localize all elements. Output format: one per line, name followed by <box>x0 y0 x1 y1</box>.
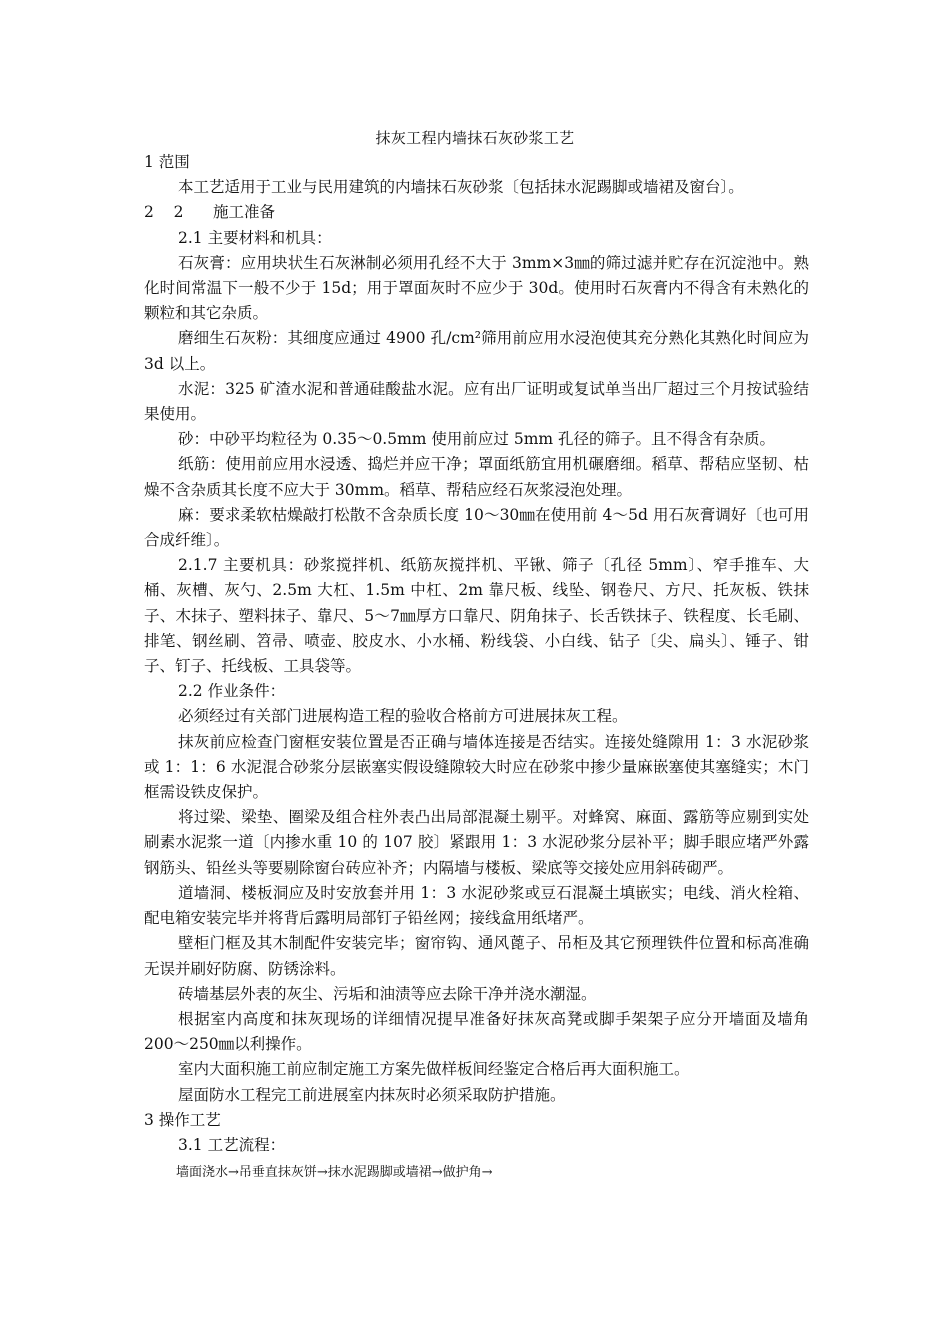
section-heading-scope: 1 范围 <box>144 153 190 171</box>
paragraph: 水泥：325 矿渣水泥和普通硅酸盐水泥。应有出厂证明或复试单当出厂超过三个月按试验结果使用。 <box>144 379 809 424</box>
subsection-heading-materials: 2.1 主要材料和机具： <box>178 228 332 247</box>
section-heading-preparation: 2 2 施工准备 <box>144 203 275 222</box>
document-body <box>144 150 809 1185</box>
paragraph: 石灰膏：应用块状生石灰淋制必须用孔经不大于 3mm×3㎜的筛过滤并贮存在沉淀池中。熟化时间常温下一般不少于 15d；用于罩面灰时不应少于 30d。使用时石灰膏内不得含有未熟化的颗粒和其它杂质。 <box>144 253 809 323</box>
document-title: 抹灰工程内墙抹石灰砂浆工艺 <box>375 129 575 147</box>
subsection-heading-conditions: 2.2 作业条件： <box>178 682 286 701</box>
paragraph: 室内大面积施工前应制定施工方案先做样板间经鉴定合格后再大面积施工。 <box>178 1060 690 1079</box>
paragraph: 2.1.7 主要机具：砂浆搅拌机、纸筋灰搅拌机、平锹、筛子〔孔径 5mm〕、窄手推车、大桶、灰槽、灰勺、2.5m 大杠、1.5m 中杠、2m 靠尺板、线坠、钢卷尺、方尺、托灰板、铁抹子、木抹子、塑料抹子、靠尺、5～7㎜厚方口靠尺、阴角抹子、长舌铁抹子、铁程度、长毛刷、排笔、钢丝刷、笤帚、喷壶、胶皮水、小水桶、粉线袋、小白线、钻子〔尖、扁头〕、锤子、钳子、钉子、托线板、工具袋等。 <box>144 556 809 676</box>
paragraph: 抹灰前应检查门窗框安装位置是否正确与墙体连接是否结实。连接处缝隙用 1：3 水泥砂浆或 1：1：6 水泥混合砂浆分层嵌塞实假设缝隙较大时应在砂浆中掺少量麻嵌塞使其塞缝实；木门框需设铁皮保护。 <box>144 732 809 802</box>
paragraph: 纸筋：使用前应用水浸透、捣烂并应干净；罩面纸筋宜用机碾磨细。稻草、帮秸应坚韧、枯燥不含杂质其长度不应大于 30mm。稻草、帮秸应经石灰浆浸泡处理。 <box>144 455 809 499</box>
process-flow: 墙面浇水→吊垂直抹灰饼→抹水泥踢脚或墙裙→做护角→ <box>176 1165 493 1181</box>
subsection-heading-process: 3.1 工艺流程： <box>178 1135 286 1154</box>
paragraph: 磨细生石灰粉：其细度应通过 4900 孔/cm²筛用前应用水浸泡使其充分熟化其熟化时间应为 3d 以上。 <box>144 329 809 373</box>
paragraph: 屋面防水工程完工前进展室内抹灰时必须采取防护措施。 <box>178 1085 566 1104</box>
paragraph: 本工艺适用于工业与民用建筑的内墙抹石灰砂浆〔包括抹水泥踢脚或墙裙及窗台〕。 <box>178 178 744 197</box>
paragraph: 砖墙基层外表的灰尘、污垢和油渍等应去除干净并浇水潮湿。 <box>178 984 597 1003</box>
paragraph: 将过梁、梁垫、圈梁及组合柱外表凸出局部混凝土剔平。对蜂窝、麻面、露筋等应剔到实处刷素水泥浆一道〔内掺水重 10 的 107 胶〕紧跟用 1：3 水泥砂浆分层补平；脚手眼应堵严外露钢筋头、铅丝头等要剔除窗台砖应补齐；内隔墙与楼板、梁底等交接处应用斜砖砌严。 <box>144 808 809 877</box>
paragraph: 根据室内高度和抹灰现场的详细情况提早准备好抹灰高凳或脚手架架子应分开墙面及墙角 200～250㎜以利操作。 <box>144 1009 809 1054</box>
paragraph: 砂：中砂平均粒径为 0.35～0.5mm 使用前应过 5mm 孔径的筛子。且不得含有杂质。 <box>178 430 776 449</box>
paragraph: 道墙洞、楼板洞应及时安放套并用 1：3 水泥砂浆或豆石混凝土填嵌实；电线、消火栓箱、配电箱安装完毕并将背后露明局部钉子铅丝网；接线盒用纸堵严。 <box>144 883 809 928</box>
section-heading-operation: 3 操作工艺 <box>144 1110 221 1129</box>
paragraph: 麻：要求柔软枯燥敲打松散不含杂质长度 10～30㎜在使用前 4～5d 用石灰膏调好〔也可用合成纤维〕。 <box>144 505 809 550</box>
paragraph: 必须经过有关部门进展构造工程的验收合格前方可进展抹灰工程。 <box>178 707 628 726</box>
paragraph: 壁柜门框及其木制配件安装完毕；窗帘钩、通风蓖子、吊柜及其它预理铁件位置和标高准确无误并刷好防腐、防锈涂料。 <box>144 934 809 978</box>
